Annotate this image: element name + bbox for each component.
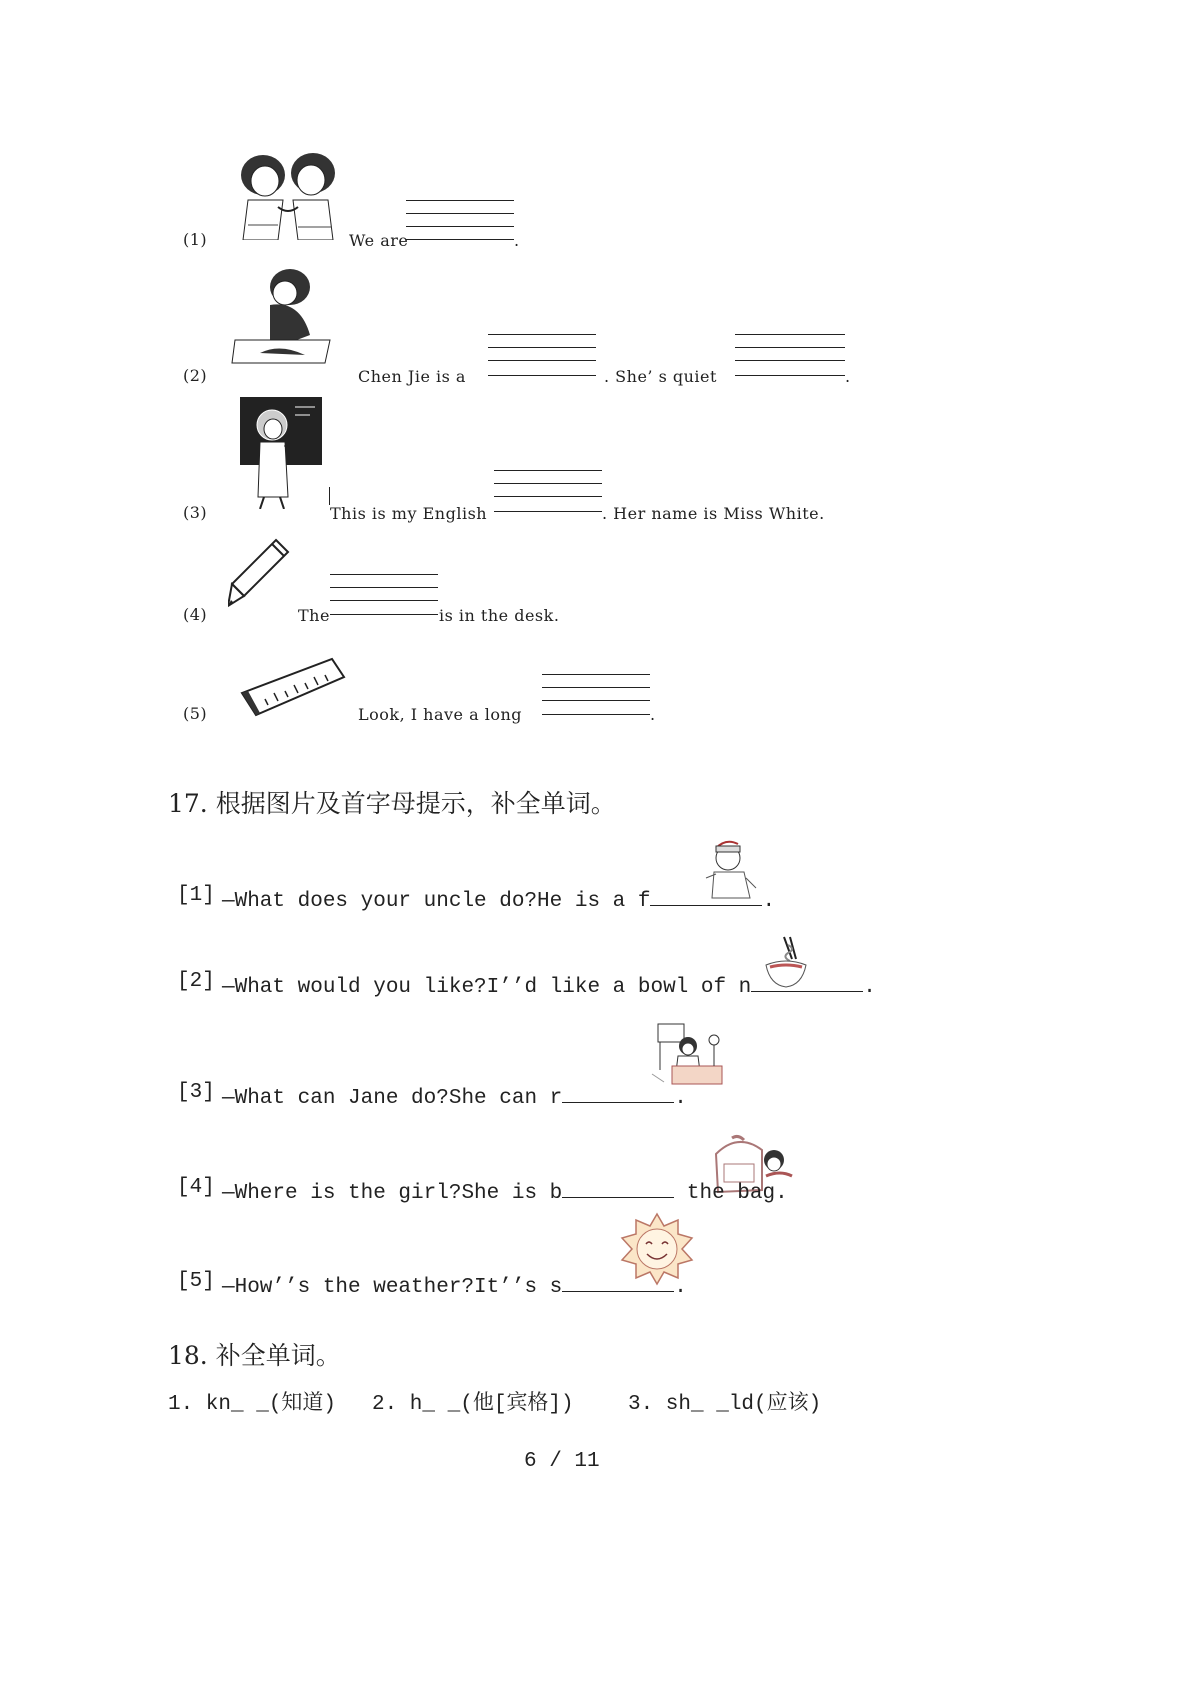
sub-question-text [222, 1081, 687, 1110]
page-number: 6 / 11 [524, 1450, 600, 1473]
text-cursor [329, 487, 330, 505]
sub-question-number: [1] [177, 884, 215, 907]
item-text-end: is in the desk. [439, 606, 560, 625]
item-text: This is my English [330, 504, 488, 523]
sub-question-number: [4] [177, 1176, 215, 1199]
item-number: (5) [183, 704, 208, 723]
word-item-3: 3. sh_ _ld(应该) [628, 1393, 822, 1416]
question-sentence: —How’’s the weather?It’’s s [222, 1276, 563, 1299]
girl-sitting-picture [230, 265, 340, 365]
answer-blank[interactable] [562, 1081, 674, 1103]
answer-blank[interactable] [650, 884, 762, 906]
answer-lines [735, 334, 845, 376]
sentence-end: . [863, 976, 876, 999]
sentence-end: the bag. [674, 1182, 788, 1205]
answer-blank[interactable] [562, 1176, 674, 1198]
question-18-title: 18. 补全单词。 [168, 1341, 341, 1370]
item-text: Look, I have a long [358, 705, 523, 724]
sub-question-text [222, 884, 775, 913]
answer-lines [494, 470, 602, 512]
answer-blank[interactable] [562, 1270, 674, 1292]
sub-question-number: [5] [177, 1270, 215, 1293]
item-number: (1) [183, 230, 208, 249]
question-sentence: —What does your uncle do?He is a f [222, 890, 651, 913]
item-text-end: . Her name is Miss White. [602, 504, 825, 523]
item-text-middle: . She’ s quiet [604, 367, 717, 386]
sub-question-number: [2] [177, 970, 215, 993]
answer-blank[interactable] [751, 970, 863, 992]
answer-lines [488, 334, 596, 376]
answer-lines [542, 674, 650, 716]
item-text: Chen Jie is a [358, 367, 466, 386]
question-sentence: —Where is the girl?She is b [222, 1182, 563, 1205]
sub-question-text [222, 1270, 687, 1299]
sentence-end: . [762, 890, 776, 913]
item-number: (4) [183, 605, 208, 624]
teacher-blackboard-picture [240, 397, 325, 509]
sub-question-number: [3] [177, 1081, 215, 1104]
answer-lines [406, 200, 514, 242]
sub-question-text [222, 970, 876, 999]
question-17-title: 17. 根据图片及首字母提示，补全单词。 [168, 789, 616, 818]
item-text: We are [349, 231, 409, 250]
item-number: (2) [183, 366, 208, 385]
item-number: (3) [183, 503, 208, 522]
question-sentence: —What can Jane do?She can r [222, 1087, 563, 1110]
word-item-1: 1. kn_ _(知道) [168, 1393, 337, 1416]
sentence-end: . [674, 1087, 687, 1110]
ruler-picture [240, 655, 348, 717]
two-girls-picture [228, 145, 348, 240]
pencil-picture [228, 538, 290, 608]
item-text-end: . [514, 231, 520, 250]
item-text-end: . [845, 367, 851, 386]
answer-lines [330, 574, 438, 616]
girl-reading-picture [648, 1022, 728, 1090]
word-item-2: 2. h_ _(他[宾格]) [372, 1393, 574, 1416]
sentence-end: . [674, 1276, 687, 1299]
question-sentence: —What would you like?I’’d like a bowl of n [222, 976, 752, 999]
sub-question-text [222, 1176, 788, 1205]
item-text: The [298, 606, 330, 625]
item-text-end: . [650, 705, 656, 724]
